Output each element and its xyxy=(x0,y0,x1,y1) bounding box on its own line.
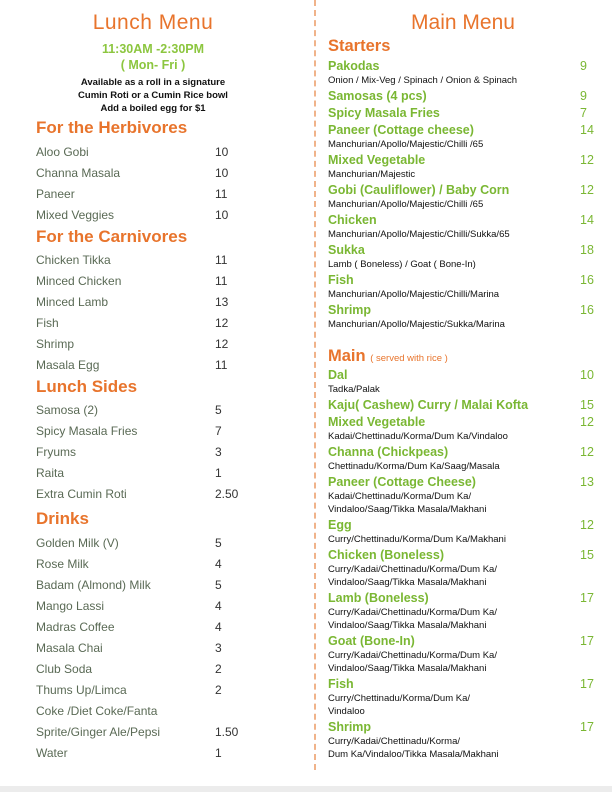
dish-name: Channa (Chickpeas) xyxy=(328,445,449,459)
dish-price: 17 xyxy=(580,677,594,691)
dish-price: 7 xyxy=(580,106,587,120)
dish-name: Mixed Vegetable xyxy=(328,153,426,167)
dish-price: 12 xyxy=(580,183,594,197)
menu-item-price: 5 xyxy=(215,577,222,592)
dish-options: Curry/Kadai/Chettinadu/Korma/Dum Ka/ xyxy=(328,650,497,661)
dish-name: Dal xyxy=(328,368,348,382)
menu-item-price: 11 xyxy=(215,186,228,201)
menu-item-price: 2 xyxy=(215,661,222,676)
menu-item-name: Paneer xyxy=(36,186,75,201)
dish-options: Manchurian/Apollo/Majestic/Chilli/Sukka/65 xyxy=(328,229,510,240)
dish-name: Paneer (Cottage Cheese) xyxy=(328,475,476,489)
lunch-days: ( Mon- Fri ) xyxy=(120,58,186,72)
menu-item-price: 11 xyxy=(215,273,228,288)
section-sides-title: Lunch Sides xyxy=(36,377,138,396)
menu-item-price: 12 xyxy=(215,336,229,351)
dish-price: 12 xyxy=(580,415,594,429)
main-menu-title: Main Menu xyxy=(411,11,515,34)
menu-item-name: Mango Lassi xyxy=(36,598,105,613)
dish-name: Fish xyxy=(328,273,354,287)
dish-options: Vindaloo xyxy=(328,706,365,717)
menu-item-name: Golden Milk (V) xyxy=(36,536,119,550)
column-divider xyxy=(314,0,316,770)
menu-item-name: Minced Chicken xyxy=(36,273,122,288)
dish-name: Spicy Masala Fries xyxy=(328,106,440,120)
menu-item-price: 2.50 xyxy=(215,486,239,501)
dish-name: Shrimp xyxy=(328,720,372,734)
dish-name: Mixed Vegetable xyxy=(328,415,426,429)
menu-item-name: Channa Masala xyxy=(36,165,121,180)
dish-price: 12 xyxy=(580,518,594,532)
dish-price: 18 xyxy=(580,243,594,257)
dish-options: Kadai/Chettinadu/Korma/Dum Ka/ xyxy=(328,491,472,502)
menu-item-price: 1 xyxy=(215,465,222,480)
dish-name: Kaju( Cashew) Curry / Malai Kofta xyxy=(328,398,529,412)
dish-options: Manchurian/Apollo/Majestic/Chilli /65 xyxy=(328,139,484,150)
dish-options: Kadai/Chettinadu/Korma/Dum Ka/Vindaloo xyxy=(328,431,508,442)
dish-price: 13 xyxy=(580,475,594,489)
dish-price: 12 xyxy=(580,153,594,167)
dish-name: Lamb (Boneless) xyxy=(328,591,429,605)
menu-item-price: 1 xyxy=(215,745,222,760)
menu-item-name: Raita xyxy=(36,465,65,480)
menu-item-name: Fryums xyxy=(36,444,76,459)
lunch-menu-title: Lunch Menu xyxy=(92,11,214,34)
menu-item-name: Mixed Veggies xyxy=(36,207,115,222)
section-carnivores-title: For the Carnivores xyxy=(36,227,188,246)
dish-options: Tadka/Palak xyxy=(328,384,380,395)
dish-price: 10 xyxy=(580,368,594,382)
menu-item-price: 3 xyxy=(215,444,222,459)
dish-name: Samosas (4 pcs) xyxy=(328,89,427,103)
dish-options: Curry/Kadai/Chettinadu/Korma/ xyxy=(328,736,461,747)
menu-item-price: 4 xyxy=(215,598,222,613)
menu-item-price: 10 xyxy=(215,207,229,222)
dish-price: 9 xyxy=(580,89,587,103)
dish-options: Vindaloo/Saag/Tikka Masala/Makhani xyxy=(328,663,487,674)
menu-item-name: Masala Chai xyxy=(36,640,103,655)
menu-item-price: 4 xyxy=(215,556,222,571)
menu-item-name: Chicken Tikka xyxy=(36,253,111,267)
lunch-hours: 11:30AM -2:30PM xyxy=(101,42,205,56)
dish-options: Manchurian/Majestic xyxy=(328,169,416,180)
dish-options: Onion / Mix-Veg / Spinach / Onion & Spinach xyxy=(328,75,518,86)
menu-item-price: 5 xyxy=(215,536,222,550)
dish-options: Lamb ( Boneless) / Goat ( Bone-In) xyxy=(328,259,476,270)
dish-name: Pakodas xyxy=(328,59,380,73)
dish-price: 15 xyxy=(580,548,594,562)
dish-options: Dum Ka/Vindaloo/Tikka Masala/Makhani xyxy=(328,749,499,760)
dish-options: Manchurian/Apollo/Majestic/Chilli /65 xyxy=(328,199,484,210)
menu-item-name: Rose Milk xyxy=(36,556,89,571)
menu-item-name: Aloo Gobi xyxy=(36,145,89,159)
menu-item-price: 3 xyxy=(215,640,222,655)
section-drinks-title: Drinks xyxy=(36,509,89,528)
dish-name: Egg xyxy=(328,518,352,532)
dish-options: Vindaloo/Saag/Tikka Masala/Makhani xyxy=(328,504,487,515)
dish-price: 17 xyxy=(580,634,594,648)
dish-price: 12 xyxy=(580,445,594,459)
dish-name: Gobi (Cauliflower) / Baby Corn xyxy=(328,183,510,197)
menu-item-price: 11 xyxy=(215,253,228,267)
menu-item-name: Water xyxy=(36,745,68,760)
menu-item-name: Samosa (2) xyxy=(36,403,99,417)
starters-title: Starters xyxy=(328,37,391,55)
menu-item-name: Madras Coffee xyxy=(36,619,115,634)
menu-item-name: Thums Up/Limca xyxy=(36,682,127,697)
dish-name: Chicken xyxy=(328,213,377,227)
dish-options: Vindaloo/Saag/Tikka Masala/Makhani xyxy=(328,620,487,631)
dish-options: Manchurian/Apollo/Majestic/Sukka/Marina xyxy=(328,319,505,330)
lunch-note-line-2: Cumin Roti or a Cumin Rice bowl xyxy=(78,90,228,101)
lunch-note-line-3: Add a boiled egg for $1 xyxy=(100,103,206,114)
menu-item-price: 10 xyxy=(215,145,229,159)
main-section-title xyxy=(328,347,448,366)
dish-options: Curry/Chettinadu/Korma/Dum Ka/Makhani xyxy=(328,534,506,545)
dish-price: 17 xyxy=(580,591,594,605)
menu-item-price: 12 xyxy=(215,315,229,330)
menu-item-price: 13 xyxy=(215,294,229,309)
main-section-note: ( served with rice ) xyxy=(370,353,448,364)
menu-item-name: Club Soda xyxy=(36,661,93,676)
menu-item-price: 10 xyxy=(215,165,229,180)
lunch-note-line-1: Available as a roll in a signature xyxy=(80,77,226,88)
menu-item-name: Minced Lamb xyxy=(36,294,109,309)
dish-price: 14 xyxy=(580,213,594,227)
dish-name: Goat (Bone-In) xyxy=(328,634,415,648)
dish-name: Paneer (Cottage cheese) xyxy=(328,123,474,137)
menu-item-price: 11 xyxy=(215,357,228,372)
dish-options: Chettinadu/Korma/Dum Ka/Saag/Masala xyxy=(328,461,500,472)
menu-item-price: 1.50 xyxy=(215,724,239,739)
dish-name: Chicken (Boneless) xyxy=(328,548,445,562)
menu-item-price: 2 xyxy=(215,682,222,697)
dish-options: Manchurian/Apollo/Majestic/Chilli/Marina xyxy=(328,289,500,300)
dish-options: Curry/Chettinadu/Korma/Dum Ka/ xyxy=(328,693,471,704)
dish-options: Curry/Kadai/Chettinadu/Korma/Dum Ka/ xyxy=(328,607,497,618)
menu-item-name: Fish xyxy=(36,315,59,330)
dish-price: 16 xyxy=(580,303,594,317)
dish-name: Shrimp xyxy=(328,303,372,317)
menu-item-price: 5 xyxy=(215,403,222,417)
menu-item-price: 4 xyxy=(215,619,222,634)
dish-name: Sukka xyxy=(328,243,365,257)
dish-price: 16 xyxy=(580,273,594,287)
menu-item-name: Spicy Masala Fries xyxy=(36,423,138,438)
dish-price: 14 xyxy=(580,123,594,137)
menu-item-price: 7 xyxy=(215,423,222,438)
bottom-rule xyxy=(0,786,612,792)
menu-item-name: Shrimp xyxy=(36,336,75,351)
menu-item-name: Coke /Diet Coke/Fanta xyxy=(36,703,158,718)
menu-item-name: Masala Egg xyxy=(36,357,100,372)
dish-price: 9 xyxy=(580,59,587,73)
dish-options: Vindaloo/Saag/Tikka Masala/Makhani xyxy=(328,577,487,588)
menu-item-name: Extra Cumin Roti xyxy=(36,486,127,501)
section-herbivores-title: For the Herbivores xyxy=(36,118,188,137)
dish-options: Curry/Kadai/Chettinadu/Korma/Dum Ka/ xyxy=(328,564,497,575)
dish-name: Fish xyxy=(328,677,354,691)
dish-price: 15 xyxy=(580,398,594,412)
menu-item-name: Sprite/Ginger Ale/Pepsi xyxy=(36,724,161,739)
main-section-label: Main xyxy=(328,347,366,365)
menu-item-name: Badam (Almond) Milk xyxy=(36,577,151,592)
dish-price: 17 xyxy=(580,720,594,734)
